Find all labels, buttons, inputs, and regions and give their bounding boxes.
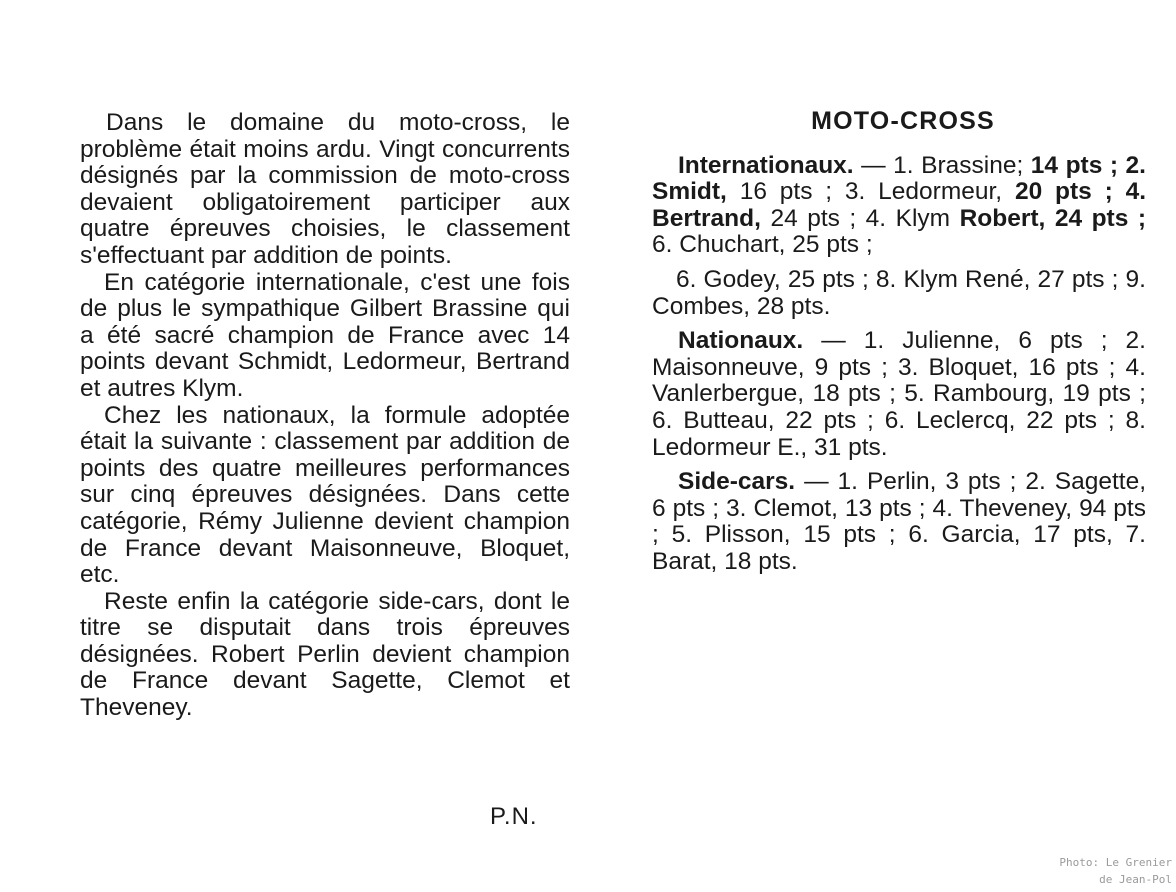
internationaux-text-1: — 1. Brassine; <box>861 151 1024 179</box>
paragraph-nationaux: Chez les nationaux, la formule adoptée était la suivante : classement par addition de points des quatre meilleures performances sur cinq épreuves désignées. Dans cette catégorie, Rémy Julienne devient champion de France devant Maisonneuve, Bloquet, etc. <box>80 401 570 589</box>
results-column <box>652 108 1146 576</box>
internationaux-text-4: 20 pts ; 4. Bertrand, <box>652 178 1146 232</box>
results-internationaux-continued: 6. Godey, 25 pts ; 8. Klym René, 27 pts ; 9. Combes, 28 pts. <box>652 265 1146 320</box>
internationaux-text-2: 14 pts ; 2. Smidt, <box>652 151 1146 206</box>
nationaux-text: — 1. Julienne, 6 pts ; 2. Maisonneuve, 9 pts ; 3. Bloquet, 16 pts ; 4. Vanlerbergue, 18 pts ; 5. Rambourg, 19 pts ; 6. Butteau, 22 pts ; 6. Leclercq, 22 pts ; 8. Ledormeur E., 31 pts. <box>652 327 1146 461</box>
internationaux-text-7: 6. Chuchart, 25 pts ; <box>652 231 873 259</box>
internationaux-text-6: Robert, 24 pts ; <box>959 204 1146 232</box>
results-side-cars <box>652 469 1146 575</box>
internationaux-text-3: 16 pts ; 3. Ledormeur, <box>739 178 1003 206</box>
category-label-internationaux: Internationaux. <box>678 151 854 179</box>
author-signature: P.N. <box>490 803 538 830</box>
paragraph-side-cars: Reste enfin la catégorie side-cars, dont le titre se disputait dans trois épreuves désignées. Robert Perlin devient champion de France devant Sagette, Clemot et Theveney. <box>80 587 570 722</box>
category-label-side-cars: Side-cars. <box>678 468 796 496</box>
category-label-nationaux: Nationaux. <box>678 327 804 355</box>
side-cars-text: — 1. Perlin, 3 pts ; 2. Sagette, 6 pts ; 3. Clemot, 13 pts ; 4. Theveney, 94 pts ; 5. Plisson, 15 pts ; 6. Garcia, 17 pts, 7. Barat, 18 pts. <box>652 468 1146 575</box>
results-internationaux <box>652 153 1146 259</box>
watermark-line-1: Photo: Le Grenier <box>1059 856 1172 869</box>
paragraph-intro: Dans le domaine du moto-cross, le problème était moins ardu. Vingt concurrents désignés par la commission de moto-cross devaient obligatoirement participer aux quatre épreuves choisies, le classement s'effectuant par addition de points. <box>80 109 570 269</box>
photo-credit-watermark <box>1059 854 1172 888</box>
watermark-line-2: de Jean-Pol <box>1099 873 1172 886</box>
results-title: MOTO-CROSS <box>811 107 995 135</box>
paragraph-internationale: En catégorie internationale, c'est une fois de plus le sympathique Gilbert Brassine qui a été sacré champion de France avec 14 points devant Schmidt, Ledormeur, Bertrand et autres Klym. <box>80 268 570 402</box>
internationaux-text-5: 24 pts ; 4. Klym <box>770 204 951 232</box>
article-left-column <box>80 110 570 722</box>
results-nationaux <box>652 328 1146 461</box>
